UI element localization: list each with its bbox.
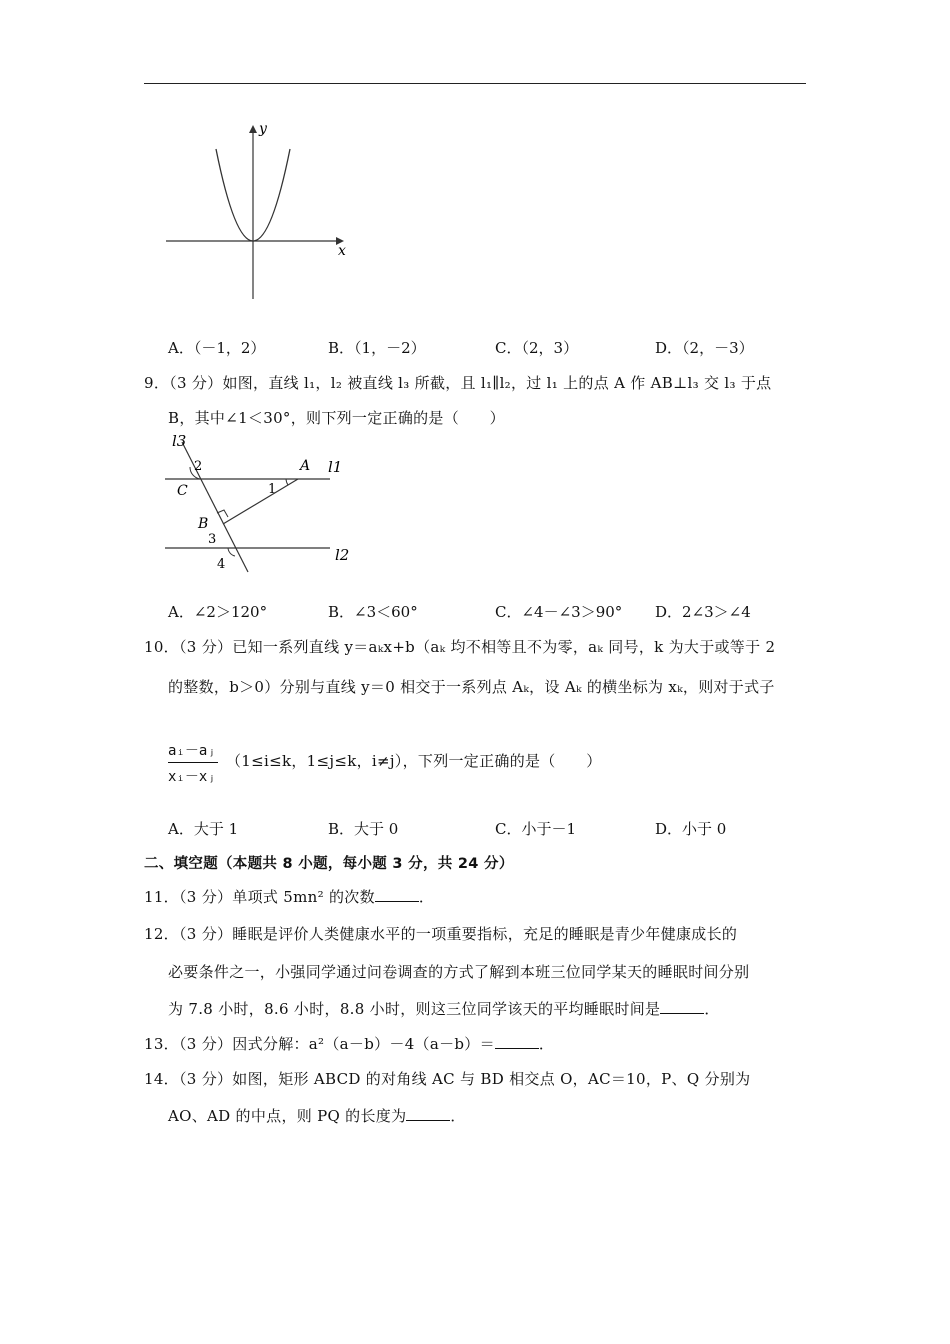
q12-text-line2: 必要条件之一，小强同学通过问卷调查的方式了解到本班三位同学某天的睡眠时间分别 bbox=[168, 963, 750, 981]
header-rule bbox=[144, 83, 806, 84]
q10-option-b[interactable]: B．大于 0 bbox=[328, 820, 399, 838]
q8-option-d[interactable]: D．（2，－3） bbox=[655, 339, 754, 357]
q11-end: ． bbox=[418, 888, 435, 906]
q12-end: ． bbox=[704, 1000, 720, 1018]
q11-prompt: 11．（3 分）单项式 5mn² 的次数 bbox=[144, 888, 375, 906]
q14-end: ． bbox=[450, 1107, 466, 1125]
q10-fraction bbox=[168, 740, 218, 786]
q14-text-line1: 14．（3 分）如图，矩形 ABCD 的对角线 AC 与 BD 相交点 O，AC＝10，P、Q 分别为 bbox=[144, 1070, 751, 1088]
q10-option-d[interactable]: D．小于 0 bbox=[655, 820, 727, 838]
segment-ab bbox=[223, 479, 298, 524]
q13-text bbox=[144, 1033, 554, 1054]
q9-option-a[interactable]: A．∠2＞120° bbox=[168, 603, 268, 621]
q12-prompt: 为 7.8 小时，8.6 小时，8.8 小时，则这三位同学该天的平均睡眠时间是 bbox=[168, 1000, 661, 1018]
label-a: A bbox=[300, 458, 311, 474]
label-angle-4: 4 bbox=[217, 557, 226, 572]
q14-text-line2 bbox=[168, 1105, 466, 1126]
q10-text-line2: 的整数，b＞0）分别与直线 y＝0 相交于一系列点 Aₖ，设 Aₖ 的横坐标为 xₖ，则对于式子 bbox=[168, 678, 775, 696]
q14-answer-blank[interactable] bbox=[406, 1106, 450, 1121]
q11-answer-blank[interactable] bbox=[375, 887, 419, 902]
label-l1: l1 bbox=[328, 458, 343, 476]
label-c: C bbox=[177, 483, 188, 499]
q10-option-c[interactable]: C．小于－1 bbox=[495, 820, 577, 838]
q9-option-b[interactable]: B．∠3＜60° bbox=[328, 603, 418, 621]
q9-text-line2: B，其中∠1＜30°，则下列一定正确的是（ ） bbox=[168, 409, 505, 427]
x-axis-label: x bbox=[338, 243, 346, 259]
q10-text-line1: 10．（3 分）已知一系列直线 y＝aₖx+b（aₖ 均不相等且不为零，aₖ 同号，k 为大于或等于 2 bbox=[144, 638, 776, 656]
q12-answer-blank[interactable] bbox=[660, 999, 704, 1014]
q10-option-a[interactable]: A．大于 1 bbox=[168, 820, 239, 838]
q8-option-b[interactable]: B．（1，－2） bbox=[328, 339, 426, 357]
q12-text-line3 bbox=[168, 998, 720, 1019]
line-l3 bbox=[182, 442, 248, 572]
q11-text bbox=[144, 886, 434, 907]
y-axis-label: y bbox=[259, 121, 267, 137]
q8-option-a[interactable]: A．（－1，2） bbox=[168, 339, 266, 357]
parabola-figure bbox=[160, 115, 360, 305]
q13-end: ． bbox=[538, 1035, 555, 1053]
q10-fraction-denominator: xᵢ－xⱼ bbox=[168, 769, 216, 785]
label-l2: l2 bbox=[335, 546, 350, 564]
q8-option-c[interactable]: C．（2，3） bbox=[495, 339, 579, 357]
q10-text-line3: （1≤i≤k，1≤j≤k，i≠j），下列一定正确的是（ ） bbox=[226, 752, 602, 770]
q9-option-c[interactable]: C．∠4－∠3＞90° bbox=[495, 603, 623, 621]
label-angle-2: 2 bbox=[194, 459, 203, 474]
label-l3: l3 bbox=[172, 432, 187, 450]
angle-1-arc bbox=[286, 479, 288, 485]
q14-prompt: AO、AD 的中点，则 PQ 的长度为 bbox=[168, 1107, 407, 1125]
q13-prompt: 13．（3 分）因式分解：a²（a－b）－4（a－b）＝ bbox=[144, 1035, 495, 1053]
section-heading: 二、填空题（本题共 8 小题，每小题 3 分，共 24 分） bbox=[144, 856, 514, 872]
q10-fraction-numerator: aᵢ－aⱼ bbox=[168, 740, 218, 763]
angle-4-arc bbox=[228, 548, 235, 556]
q9-text-line1: 9．（3 分）如图，直线 l₁，l₂ 被直线 l₃ 所截，且 l₁∥l₂，过 l₁ 上的点 A 作 AB⊥l₃ 交 l₃ 于点 bbox=[144, 374, 772, 392]
q13-answer-blank[interactable] bbox=[495, 1034, 539, 1049]
parallel-lines-figure bbox=[160, 432, 360, 582]
label-angle-1: 1 bbox=[268, 482, 277, 497]
label-angle-3: 3 bbox=[208, 532, 217, 547]
q9-option-d[interactable]: D．2∠3＞∠4 bbox=[655, 603, 751, 621]
label-b: B bbox=[198, 516, 209, 532]
q12-text-line1: 12．（3 分）睡眠是评价人类健康水平的一项重要指标，充足的睡眠是青少年健康成长的 bbox=[144, 925, 738, 943]
